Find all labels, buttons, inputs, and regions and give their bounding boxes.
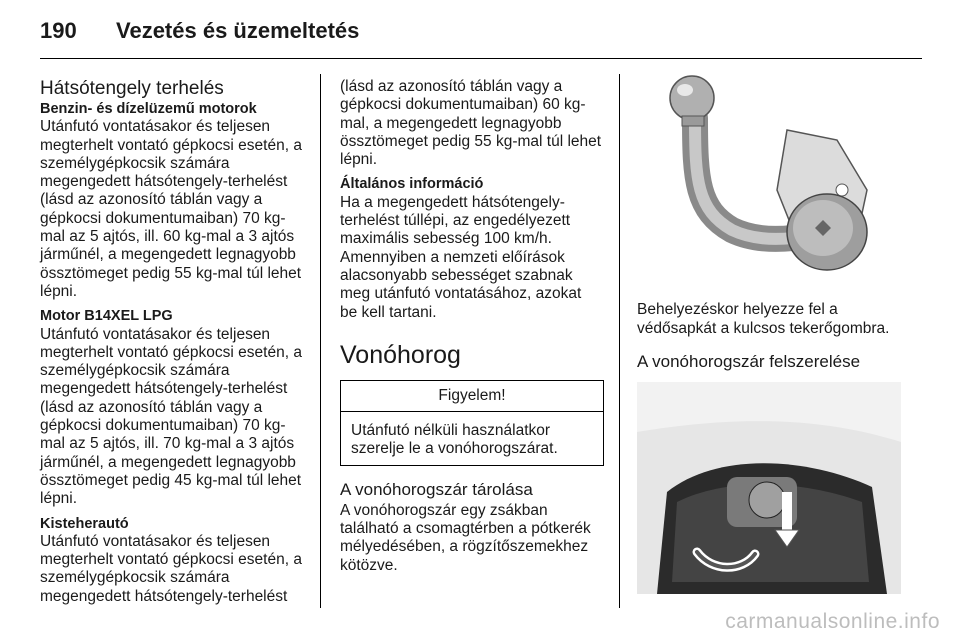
warning-title: Figyelem! bbox=[341, 381, 603, 412]
subheading: Kisteherautó bbox=[40, 515, 129, 532]
subheading: Benzin- és dízelüzemű motorok bbox=[40, 101, 257, 117]
section-heading: Hátsótengely terhelés bbox=[40, 78, 224, 99]
paragraph: A vonóhorogszár egy zsákban található a csomagtérben a pótkerék mélyedésében, a rögzítőszemekhez kötözve. bbox=[340, 501, 591, 574]
page-title: Vezetés és üzemeltetés bbox=[116, 18, 360, 43]
warning-body: Utánfutó nélküli használatkor szerelje le a vonóhorogszárat. bbox=[351, 422, 558, 458]
subheading: Általános információ bbox=[340, 176, 484, 193]
section-heading: A vonóhorogszár felszerelése bbox=[637, 351, 861, 371]
paragraph: Ha a megengedett hátsótengely-terhelést túllépi, az engedélyezett maximális sebesség 100 km/h. Amennyiben a nemzeti előírások alacsonyabb sebességet szabnak meg utánfutó vontatásához, azokat be kell tartani. bbox=[340, 193, 582, 321]
paragraph: Utánfutó vontatásakor és teljesen megterhelt vontató gépkocsi esetén, a személygépkocsik számára megengedett hátsótengely-terhelést (lásd az azonosító táblán vagy a gépkocsi dokumentumaiban) 70 kg-mal az 5 ajtós, ill. 70 kg-mal a 3 ajtós járműnél, a megengedett legnagyobb össztömeget pedig 45 kg-mal túl lehet lépni. bbox=[40, 325, 302, 508]
paragraph: Utánfutó vontatásakor és teljesen megterhelt vontató gépkocsi esetén, a személygépkocsik számára megengedett hátsótengely-terhelést (lásd az azonosító táblán vagy a gépkocsi dokumentumaiban) 70 kg-mal az 5 ajtós, ill. 60 kg-mal a 3 ajtós járműnél, a megengedett legnagyobb össztömeget pedig 55 kg-mal túl lehet lépni. bbox=[40, 118, 302, 300]
column-divider bbox=[320, 74, 321, 608]
column-3 bbox=[637, 70, 905, 599]
watermark: carmanualsonline.info bbox=[725, 610, 940, 633]
towbar-mount-photo bbox=[637, 382, 901, 594]
header-rule bbox=[40, 58, 922, 59]
section-heading: A vonóhorogszár tárolása bbox=[340, 479, 533, 499]
warning-box bbox=[340, 380, 604, 466]
column-divider bbox=[619, 74, 620, 608]
page-number: 190 bbox=[40, 18, 77, 43]
page-header bbox=[40, 14, 920, 50]
paragraph: (lásd az azonosító táblán vagy a gépkocsi dokumentumaiban) 60 kg-mal, a megengedett legnagyobb össztömeget pedig 55 kg-mal túl lehet lépni. bbox=[340, 78, 602, 169]
paragraph: Utánfutó vontatásakor és teljesen megterhelt vontató gépkocsi esetén, a személygépkocsik számára megengedett hátsótengely-terhelést bbox=[40, 532, 302, 605]
figure-caption: Behelyezéskor helyezze fel a védősapkát a kulcsos tekerőgombra. bbox=[637, 301, 890, 337]
main-heading: Vonóhorog bbox=[340, 340, 461, 369]
column-1 bbox=[40, 70, 302, 612]
subheading: Motor B14XEL LPG bbox=[40, 308, 173, 325]
towbar-figure bbox=[637, 70, 899, 282]
column-2 bbox=[340, 70, 602, 581]
